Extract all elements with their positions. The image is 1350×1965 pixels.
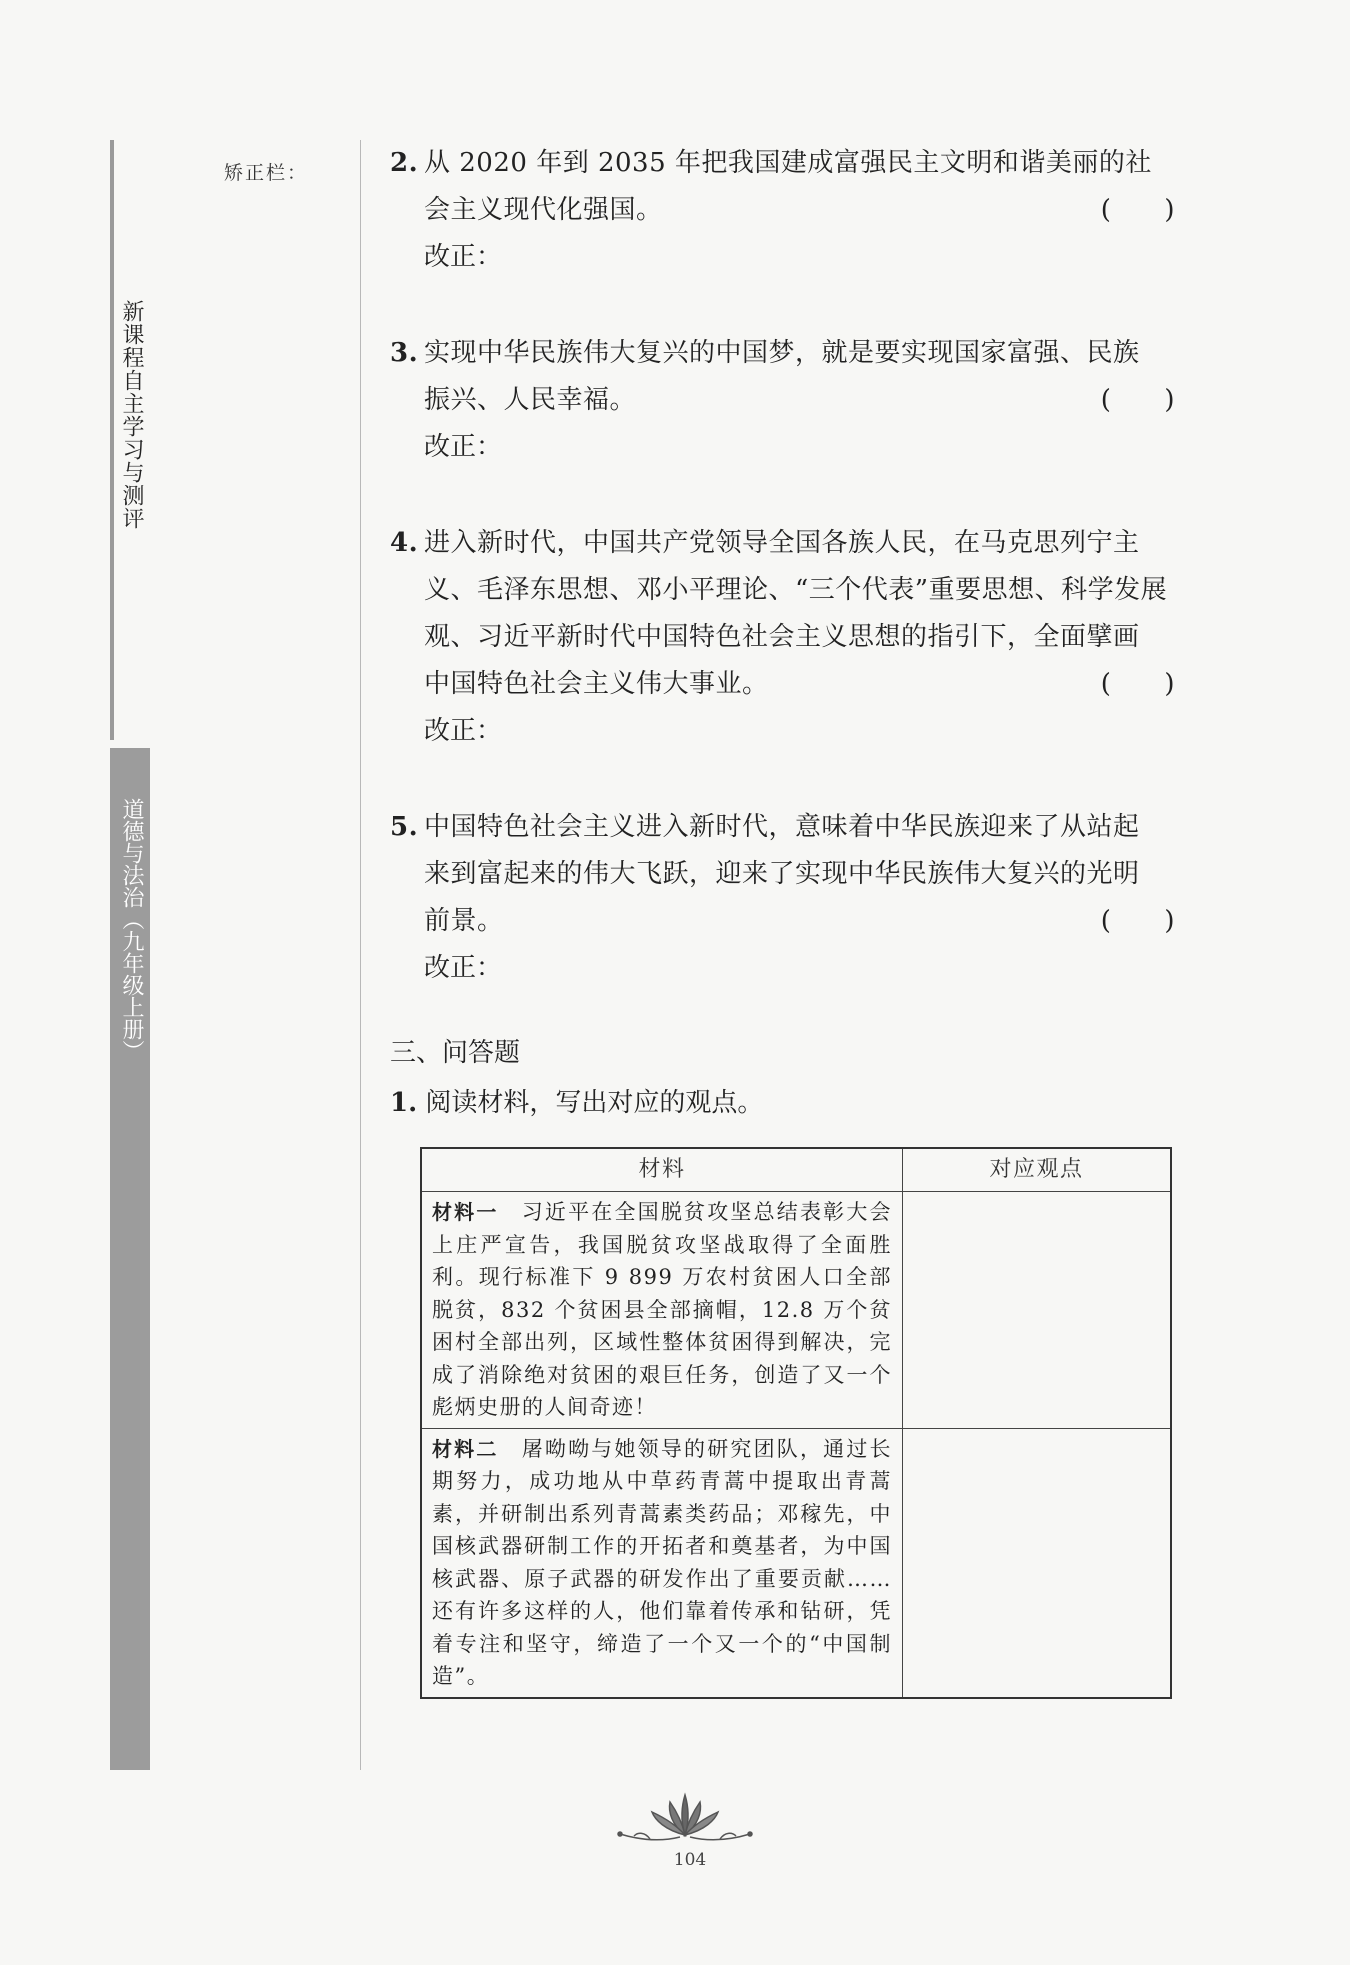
question-1 [390, 1083, 763, 1123]
header-material: 材料 [421, 1148, 903, 1192]
viewpoint-answer-cell[interactable] [903, 1192, 1172, 1429]
question-number: 2. [390, 148, 419, 178]
correction-label: 改正： [424, 432, 503, 462]
book-title: 新课程自主学习与测评 [119, 300, 144, 530]
question-line: 来到富起来的伟大飞跃，迎来了实现中华民族伟大复兴的光明 [424, 859, 1140, 889]
answer-paren[interactable]: ( ) [1100, 669, 1175, 699]
question-number: 3. [390, 338, 419, 368]
subject-tab [110, 748, 150, 1770]
answer-paren[interactable]: ( ) [1100, 385, 1175, 415]
table-header-row [421, 1148, 1171, 1192]
question-item-4 [390, 520, 1175, 755]
material-table [420, 1147, 1172, 1699]
answer-paren[interactable]: ( ) [1100, 906, 1175, 936]
question-line: 前景。 [424, 906, 504, 936]
floral-ornament-icon [610, 1790, 760, 1850]
question-item-3 [390, 330, 1175, 471]
material-tag: 材料二 [432, 1436, 499, 1461]
table-row [421, 1428, 1171, 1698]
material-tag: 材料一 [432, 1200, 499, 1224]
question-text: 阅读材料，写出对应的观点。 [425, 1088, 764, 1118]
question-line: 进入新时代，中国共产党领导全国各族人民，在马克思列宁主 [424, 528, 1140, 558]
correction-label: 改正： [424, 716, 503, 746]
question-item-2 [390, 140, 1175, 281]
material-text: 习近平在全国脱贫攻坚总结表彰大会上庄严宣告，我国脱贫攻坚战取得了全面胜利。现行标准下 9 899 万农村贫困人口全部脱贫，832 个贫困县全部摘帽，12.8 万个贫困村全部出列，区域性整体贫困得到解决，完成了消除绝对贫困的艰巨任务，创造了又一个彪炳史册的人间奇迹！ [432, 1200, 893, 1419]
table-row [421, 1192, 1171, 1429]
column-divider [360, 140, 361, 1770]
subject-label: 道德与法治（九年级上册） [119, 798, 144, 1062]
correction-column-label: 矫正栏： [224, 162, 309, 184]
section-title: 三、问答题 [390, 1038, 521, 1068]
answer-paren[interactable]: ( ) [1100, 195, 1175, 225]
question-line: 从 2020 年到 2035 年把我国建成富强民主文明和谐美丽的社 [424, 148, 1152, 178]
question-number: 5. [390, 812, 419, 842]
question-line: 义、毛泽东思想、邓小平理论、“三个代表”重要思想、科学发展 [424, 575, 1168, 605]
question-number: 4. [390, 528, 419, 558]
header-viewpoint: 对应观点 [903, 1148, 1172, 1192]
material-cell [421, 1192, 903, 1429]
question-line: 观、习近平新时代中国特色社会主义思想的指引下，全面擘画 [424, 622, 1140, 652]
correction-label: 改正： [424, 242, 503, 272]
question-line: 中国特色社会主义进入新时代，意味着中华民族迎来了从站起 [424, 812, 1140, 842]
question-list [390, 140, 1175, 992]
viewpoint-answer-cell[interactable] [903, 1428, 1172, 1698]
correction-label: 改正： [424, 953, 503, 983]
material-cell [421, 1428, 903, 1698]
question-line: 中国特色社会主义伟大事业。 [424, 669, 769, 699]
question-item-5 [390, 804, 1175, 992]
question-line: 振兴、人民幸福。 [424, 385, 637, 415]
question-line: 会主义现代化强国。 [424, 195, 663, 225]
question-number: 1. [390, 1088, 418, 1118]
question-line: 实现中华民族伟大复兴的中国梦，就是要实现国家富强、民族 [424, 338, 1140, 368]
material-text: 屠呦呦与她领导的研究团队，通过长期努力，成功地从中草药青蒿中提取出青蒿素，并研制出系列青蒿素类药品；邓稼先，中国核武器研制工作的开拓者和奠基者，为中国核武器、原子武器的研发作出了重要贡献……还有许多这样的人，他们靠着传承和钻研，凭着专注和坚守，缔造了一个又一个的“中国制造”。 [432, 1436, 893, 1688]
page-number: 104 [673, 1850, 707, 1870]
